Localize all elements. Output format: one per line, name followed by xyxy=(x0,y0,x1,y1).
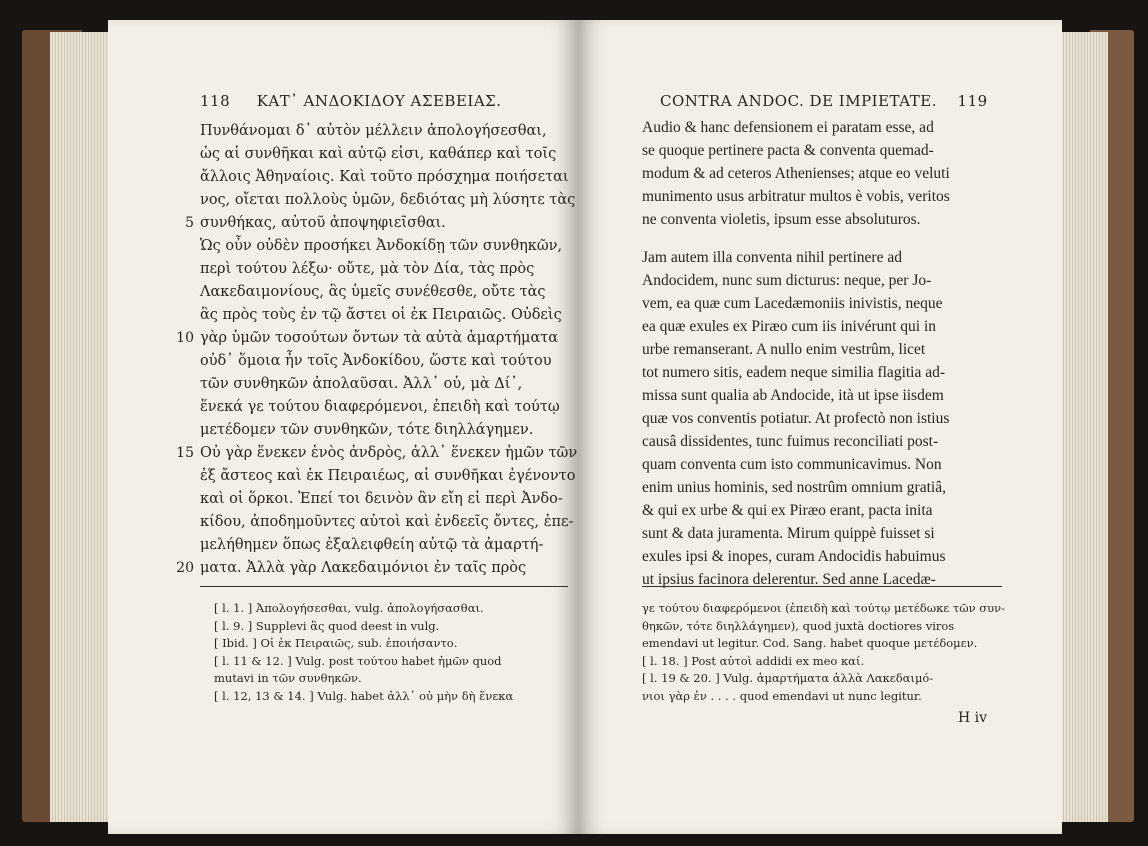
text-line: ut ipsius facinora delerentur. Sed anne Lacedæ- xyxy=(642,571,936,588)
text-line: vem, ea quæ cum Lacedæmoniis inivistis, neque xyxy=(642,295,943,312)
text-line xyxy=(200,396,568,419)
text-line: ea quæ exules ex Piræo cum iis inivérunt qui in xyxy=(642,318,937,335)
signature-mark: H iv xyxy=(958,710,988,726)
text-line: quæ vos conventis potiatur. At profectò non istius xyxy=(642,410,950,427)
line-text: τῶν συνθηκῶν ἀπολαῦσαι. Ἀλλ᾽ οὐ, μὰ Δί᾽, xyxy=(200,376,523,392)
text-line xyxy=(200,488,568,511)
text-line xyxy=(200,419,568,442)
footnote-line: θηκῶν, τότε διηλλάγημεν), quod juxtà doctiores viros xyxy=(642,618,955,633)
open-book xyxy=(22,12,1134,840)
text-line: sunt & data juramenta. Mirum quippè fuisset si xyxy=(642,525,935,542)
text-line xyxy=(200,120,568,143)
footnote-line: [ l. 18. ] Post αὐτοὶ addidi ex meo καί. xyxy=(642,653,865,668)
line-text: ἄλλοις Ἀθηναίοις. Καὶ τοῦτο πρόσχημα ποιήσεται xyxy=(200,169,569,185)
text-line xyxy=(176,557,568,580)
text-line xyxy=(200,235,568,258)
footnote-line: [ l. 1. ] Ἀπολογήσεσθαι, vulg. ἀπολογήσασθαι. xyxy=(214,601,484,615)
line-text: ἕνεκά γε τούτου διαφερόμενοι, ἐπειδὴ καὶ τούτῳ xyxy=(200,399,560,415)
text-line: enim unius hominis, sed nostrûm omnium gratiâ, xyxy=(642,479,946,496)
footnotes-left xyxy=(214,600,570,705)
footnote-line: νιοι γὰρ ἐν . . . . quod emendavi ut nunc legitur. xyxy=(642,688,922,703)
page-number-left: 118 xyxy=(200,92,231,110)
line-number: 5 xyxy=(185,215,194,231)
page-edges-left xyxy=(50,32,110,822)
text-line xyxy=(185,212,568,235)
footnote-line: [ Ibid. ] Οἱ ἐκ Πειραιῶς, sub. ἐποιήσαντο. xyxy=(214,636,458,650)
footnote-line: [ l. 19 & 20. ] Vulg. ἁμαρτήματα ἀλλὰ Λακεδαιμό- xyxy=(642,671,934,685)
text-line xyxy=(200,511,574,534)
text-line: se quoque pertinere pacta & conventa quemad- xyxy=(642,142,934,159)
right-page xyxy=(578,20,1062,834)
text-line xyxy=(200,143,568,166)
text-line: missa sunt qualia ab Andocide, ità ut ipse iisdem xyxy=(642,387,944,404)
page-number-right: 119 xyxy=(957,92,988,110)
text-line: modum & ad ceteros Athenienses; atque eo veluti xyxy=(642,165,950,182)
text-line: Audio & hanc defensionem ei paratam esse, ad xyxy=(642,119,934,136)
greek-text-block xyxy=(176,120,578,580)
left-running-head xyxy=(200,92,502,110)
footnote-line: [ l. 11 & 12. ] Vulg. post τούτου habet ἡμῶν quod xyxy=(214,653,502,668)
running-head-greek: ΚΑΤ᾽ ΑΝΔΟΚΙΔΟΥ ΑΣΕΒΕΙΑΣ. xyxy=(256,92,502,110)
line-text: νος, οἴεται πολλοὺς ὑμῶν, δεδιότας μὴ λύσητε τὰς xyxy=(200,192,576,208)
text-line xyxy=(176,442,578,465)
footnote-line: mutavi in τῶν συνθηκῶν. xyxy=(214,671,362,685)
text-line xyxy=(200,166,568,189)
footnote-rule-right xyxy=(642,586,1002,587)
latin-paragraph-2 xyxy=(642,246,1002,591)
text-line xyxy=(200,350,568,373)
text-line: causâ dissidentes, tunc fuimus reconciliati post- xyxy=(642,433,939,450)
text-line xyxy=(200,281,568,304)
latin-paragraph-1 xyxy=(642,116,1002,231)
line-text: Ὡς οὖν οὐδὲν προσήκει Ἀνδοκίδῃ τῶν συνθηκῶν, xyxy=(200,238,563,254)
right-running-head xyxy=(660,92,988,110)
text-line xyxy=(200,465,576,488)
text-line: urbe remanserant. A nullo enim vestrûm, licet xyxy=(642,341,926,358)
line-text: περὶ τούτου λέξω· οὔτε, μὰ τὸν Δία, τὰς πρὸς xyxy=(200,261,535,277)
line-text: γὰρ ὑμῶν τοσούτων ὄντων τὰ αὐτὰ ἁμαρτήματα xyxy=(200,330,559,346)
footnotes-right xyxy=(642,600,1004,705)
line-text: μελήθημεν ὅπως ἐξαλειφθείη αὐτῷ τὰ ἁμαρτή- xyxy=(200,537,544,553)
text-line xyxy=(200,258,568,281)
line-number: 10 xyxy=(176,330,194,346)
line-text: ματα. Ἀλλὰ γὰρ Λακεδαιμόνιοι ἐν ταῖς πρὸς xyxy=(200,560,527,576)
text-line xyxy=(200,534,568,557)
footnote-rule-left xyxy=(200,586,568,587)
line-text: Οὐ γὰρ ἕνεκεν ἑνὸς ἀνδρὸς, ἀλλ᾽ ἕνεκεν ἡμῶν τῶν xyxy=(200,445,578,461)
text-line xyxy=(176,327,568,350)
footnote-line: [ l. 9. ] Supplevi ἃς quod deest in vulg. xyxy=(214,618,440,633)
text-line: Andocidem, nunc sum dicturus: neque, per Jo- xyxy=(642,272,932,289)
line-text: Λακεδαιμονίους, ἃς ὑμεῖς συνέθεσθε, οὔτε τὰς xyxy=(200,284,546,300)
line-text: ἃς πρὸς τοὺς ἐν τῷ ἄστει οἱ ἐκ Πειραιῶς. Οὐδεὶς xyxy=(200,307,562,323)
text-line: munimento usus arbitratur multos è vobis, veritos xyxy=(642,188,950,205)
text-line: tot numero sitis, eadem neque similia flagitia ad- xyxy=(642,364,946,381)
footnote-line: γε τούτου διαφερόμενοι (ἐπειδὴ καὶ τούτῳ μετέδωκε τῶν συν- xyxy=(642,601,1005,615)
text-line xyxy=(200,373,568,396)
line-text: ἐξ ἄστεος καὶ ἐκ Πειραιέως, αἱ συνθῆκαι ἐγένοντο xyxy=(200,468,576,484)
left-page xyxy=(108,20,578,834)
line-text: καὶ οἱ ὅρκοι. Ἐπεί τοι δεινὸν ἂν εἴη εἰ περὶ Ἀνδο- xyxy=(200,491,563,507)
line-number: 20 xyxy=(176,560,194,576)
text-line: Jam autem illa conventa nihil pertinere ad xyxy=(642,249,902,266)
text-line: exules ipsi & inopes, curam Andocidis habuimus xyxy=(642,548,946,565)
running-head-latin: CONTRA ANDOC. DE IMPIETATE. xyxy=(660,92,937,110)
line-text: Πυνθάνομαι δ᾽ αὐτὸν μέλλειν ἀπολογήσεσθαι, xyxy=(200,123,547,139)
footnote-line: [ l. 12, 13 & 14. ] Vulg. habet ἀλλ᾽ οὐ μὴν δὴ ἕνεκα xyxy=(214,688,514,703)
line-text: ὡς αἱ συνθῆκαι καὶ αὐτῷ εἰσι, καθάπερ καὶ τοῖς xyxy=(200,146,557,162)
text-line xyxy=(200,304,568,327)
line-text: συνθήκας, αὐτοῦ ἀποψηφιεῖσθαι. xyxy=(200,215,446,231)
page-edges-right xyxy=(1058,32,1108,822)
line-text: οὐδ᾽ ὅμοια ἦν τοῖς Ἀνδοκίδου, ὥστε καὶ τούτου xyxy=(200,353,552,369)
text-line: & qui ex urbe & qui ex Piræo erant, pacta inita xyxy=(642,502,933,519)
text-line: quam conventa cum isto communicavimus. Non xyxy=(642,456,942,473)
text-line xyxy=(200,189,576,212)
line-text: μετέδομεν τῶν συνθηκῶν, τότε διηλλάγημεν. xyxy=(200,422,534,438)
line-text: κίδου, ἀποδημοῦντες αὐτοὶ καὶ ἐνδεεῖς ὄντες, ἐπε- xyxy=(200,514,574,530)
line-number: 15 xyxy=(176,445,194,461)
footnote-line: emendavi ut legitur. Cod. Sang. habet quoque μετέδομεν. xyxy=(642,636,978,650)
text-line: ne conventa violetis, ipsum esse absoluturos. xyxy=(642,211,921,228)
